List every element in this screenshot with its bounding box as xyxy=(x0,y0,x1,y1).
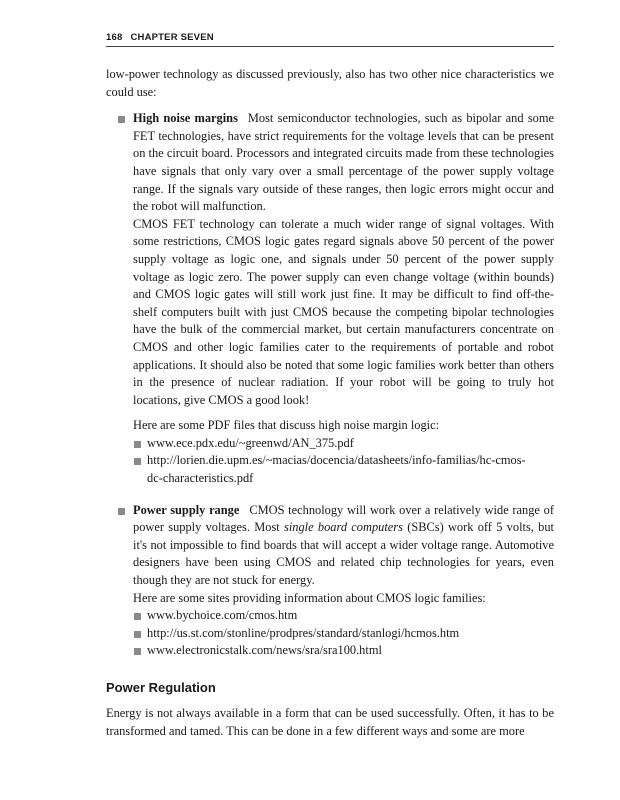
bullet-square-icon xyxy=(134,648,141,655)
link-list xyxy=(133,607,554,660)
link-text: www.bychoice.com/cmos.htm xyxy=(147,608,298,623)
bullet-text: Most semiconductor technologies, such as bipolar and some FET technologies, have strict requirements for the voltage levels that can be present on the circuit board. Processors and integrated circuits made from these technologies have signals that only vary over a small percentage of the power supply voltage range. If the signals vary outside of these ranges, then logic errors might occur and the robot will malfunction. xyxy=(133,111,554,214)
bullet-square-icon xyxy=(134,441,141,448)
bullet-square-icon xyxy=(134,458,141,465)
bullet-text: CMOS technology will work over a relatively wide range of power supply voltages. Most xyxy=(133,502,554,535)
list-item xyxy=(133,607,554,625)
bullet-term: Power supply range xyxy=(133,502,240,517)
link-text: http://lorien.die.upm.es/~macias/docencia/datasheets/info-familias/hc-cmos-dc-characteristics.pdf xyxy=(147,453,526,486)
links-intro: Here are some sites providing information about CMOS logic families: xyxy=(133,590,486,605)
section-paragraph: Energy is not always available in a form that can be used successfully. Often, it has to be transformed and tamed. This can be done in a few different ways and some are more xyxy=(106,706,554,738)
list-item xyxy=(133,452,554,487)
bullet-text: (SBCs) work off 5 volts, but it's not impossible to find boards that will accept a wider voltage range. Automotive designers have been using CMOS and related chip technologies for years, even though they are not stuck for energy. xyxy=(133,520,554,588)
page-number: 168 xyxy=(106,32,123,43)
link-text: http://us.st.com/stonline/prodpres/standard/stanlogi/hcmos.htm xyxy=(147,625,460,640)
bullet-square-icon xyxy=(118,116,125,123)
link-text: www.electronicstalk.com/news/sra/sra100.html xyxy=(147,643,382,658)
bullet-high-noise-margins xyxy=(106,110,554,487)
bullet-square-icon xyxy=(134,613,141,620)
link-list xyxy=(133,435,554,488)
links-intro: Here are some PDF files that discuss high noise margin logic: xyxy=(133,418,440,433)
list-item xyxy=(133,435,554,453)
bullet-paragraph xyxy=(133,502,554,590)
chapter-title: CHAPTER SEVEN xyxy=(130,32,214,43)
running-head xyxy=(106,32,554,47)
link-text: www.ece.pdx.edu/~greenwd/AN_375.pdf xyxy=(147,435,354,450)
bullet-paragraph-2: CMOS FET technology can tolerate a much wider range of signal voltages. With some restrictions, CMOS logic gates regard signals above 50 percent of the power supply voltage as logic one, and signals under 50 percent of the power supply voltage as logic zero. The power supply can even change voltage (within bounds) and CMOS logic gates will still work just fine. It may be difficult to find off-the-shelf computers built with just CMOS because the competing bipolar technologies have the bulk of the commercial market, but certain manufacturers concentrate on CMOS and other logic families cater to the requirements of portable and robot applications. It should also be noted that some logic families work better than others in the presence of nuclear radiation. If your robot will be going to truly hot locations, give CMOS a good look! xyxy=(133,216,554,407)
italic-term: single board computers xyxy=(284,520,403,535)
bullet-square-icon xyxy=(118,508,125,515)
intro-paragraph: low-power technology as discussed previously, also has two other nice characteristics we could use: xyxy=(106,67,554,99)
list-item xyxy=(133,625,554,643)
bullet-power-supply-range xyxy=(106,502,554,660)
section-heading: Power Regulation xyxy=(106,680,216,695)
bullet-paragraph xyxy=(133,110,554,216)
list-item xyxy=(133,642,554,660)
bullet-term: High noise margins xyxy=(133,111,238,126)
bullet-square-icon xyxy=(134,631,141,638)
page-body xyxy=(106,66,554,740)
